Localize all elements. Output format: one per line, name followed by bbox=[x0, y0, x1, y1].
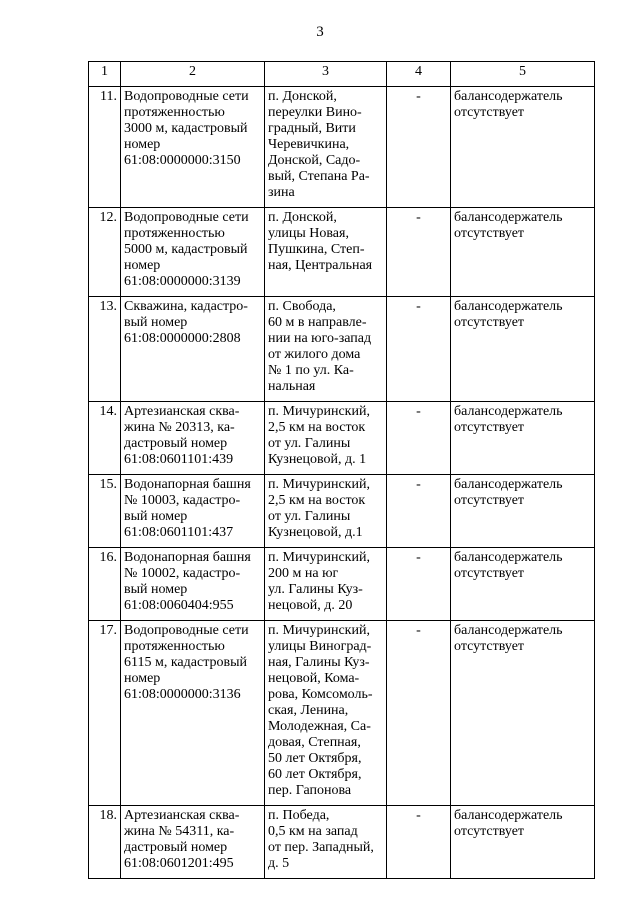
page-number: 3 bbox=[316, 24, 324, 40]
balance-holder: балансодержатель отсутствует bbox=[451, 87, 595, 208]
object-location: п. Свобода, 60 м в направле- нии на юго-запад от жилого дома № 1 по ул. Ка- нальная bbox=[265, 297, 387, 402]
column-4-value: - bbox=[387, 402, 451, 475]
object-description: Водопроводные сети протяженностью 3000 м, кадастровый номер 61:08:0000000:3150 bbox=[121, 87, 265, 208]
table-row bbox=[89, 806, 595, 879]
column-header: 3 bbox=[265, 62, 387, 87]
table-row bbox=[89, 548, 595, 621]
balance-holder: балансодержатель отсутствует bbox=[451, 475, 595, 548]
column-4-value: - bbox=[387, 208, 451, 297]
balance-holder: балансодержатель отсутствует bbox=[451, 208, 595, 297]
object-description: Водонапорная башня № 10003, кадастро- вый номер 61:08:0601101:437 bbox=[121, 475, 265, 548]
property-table bbox=[88, 61, 595, 879]
column-4-value: - bbox=[387, 87, 451, 208]
object-location: п. Мичуринский, 2,5 км на восток от ул. Галины Кузнецовой, д.1 bbox=[265, 475, 387, 548]
object-description: Водопроводные сети протяженностью 6115 м, кадастровый номер 61:08:0000000:3136 bbox=[121, 621, 265, 806]
object-location: п. Донской, переулки Вино- градный, Вити Черевичкина, Донской, Садо- вый, Степана Ра- зина bbox=[265, 87, 387, 208]
row-number: 13. bbox=[89, 297, 121, 402]
object-description: Артезианская сква- жина № 20313, ка- дастровый номер 61:08:0601101:439 bbox=[121, 402, 265, 475]
table-row bbox=[89, 208, 595, 297]
table-header-row bbox=[89, 62, 595, 87]
column-header: 5 bbox=[451, 62, 595, 87]
table-row bbox=[89, 297, 595, 402]
balance-holder: балансодержатель отсутствует bbox=[451, 297, 595, 402]
column-header: 2 bbox=[121, 62, 265, 87]
row-number: 15. bbox=[89, 475, 121, 548]
balance-holder: балансодержатель отсутствует bbox=[451, 402, 595, 475]
column-4-value: - bbox=[387, 297, 451, 402]
column-header: 4 bbox=[387, 62, 451, 87]
table-row bbox=[89, 402, 595, 475]
object-location: п. Мичуринский, 200 м на юг ул. Галины Куз- нецовой, д. 20 bbox=[265, 548, 387, 621]
balance-holder: балансодержатель отсутствует bbox=[451, 806, 595, 879]
table-row bbox=[89, 475, 595, 548]
column-4-value: - bbox=[387, 621, 451, 806]
row-number: 18. bbox=[89, 806, 121, 879]
column-4-value: - bbox=[387, 806, 451, 879]
balance-holder: балансодержатель отсутствует bbox=[451, 621, 595, 806]
row-number: 11. bbox=[89, 87, 121, 208]
row-number: 14. bbox=[89, 402, 121, 475]
row-number: 12. bbox=[89, 208, 121, 297]
object-description: Водонапорная башня № 10002, кадастро- вый номер 61:08:0060404:955 bbox=[121, 548, 265, 621]
object-description: Водопроводные сети протяженностью 5000 м, кадастровый номер 61:08:0000000:3139 bbox=[121, 208, 265, 297]
column-4-value: - bbox=[387, 548, 451, 621]
object-description: Артезианская сква- жина № 54311, ка- дастровый номер 61:08:0601201:495 bbox=[121, 806, 265, 879]
row-number: 17. bbox=[89, 621, 121, 806]
balance-holder: балансодержатель отсутствует bbox=[451, 548, 595, 621]
column-header: 1 bbox=[89, 62, 121, 87]
object-location: п. Мичуринский, 2,5 км на восток от ул. Галины Кузнецовой, д. 1 bbox=[265, 402, 387, 475]
object-location: п. Победа, 0,5 км на запад от пер. Западный, д. 5 bbox=[265, 806, 387, 879]
table-row bbox=[89, 87, 595, 208]
row-number: 16. bbox=[89, 548, 121, 621]
column-4-value: - bbox=[387, 475, 451, 548]
object-location: п. Мичуринский, улицы Виноград- ная, Галины Куз- нецовой, Кома- рова, Комсомоль- ская, Ленина, Молодежная, Са- довая, Степная, 50 лет Октября, 60 лет Октября, пер. Гапонова bbox=[265, 621, 387, 806]
object-description: Скважина, кадастро- вый номер 61:08:0000000:2808 bbox=[121, 297, 265, 402]
object-location: п. Донской, улицы Новая, Пушкина, Степ- ная, Центральная bbox=[265, 208, 387, 297]
table-row bbox=[89, 621, 595, 806]
